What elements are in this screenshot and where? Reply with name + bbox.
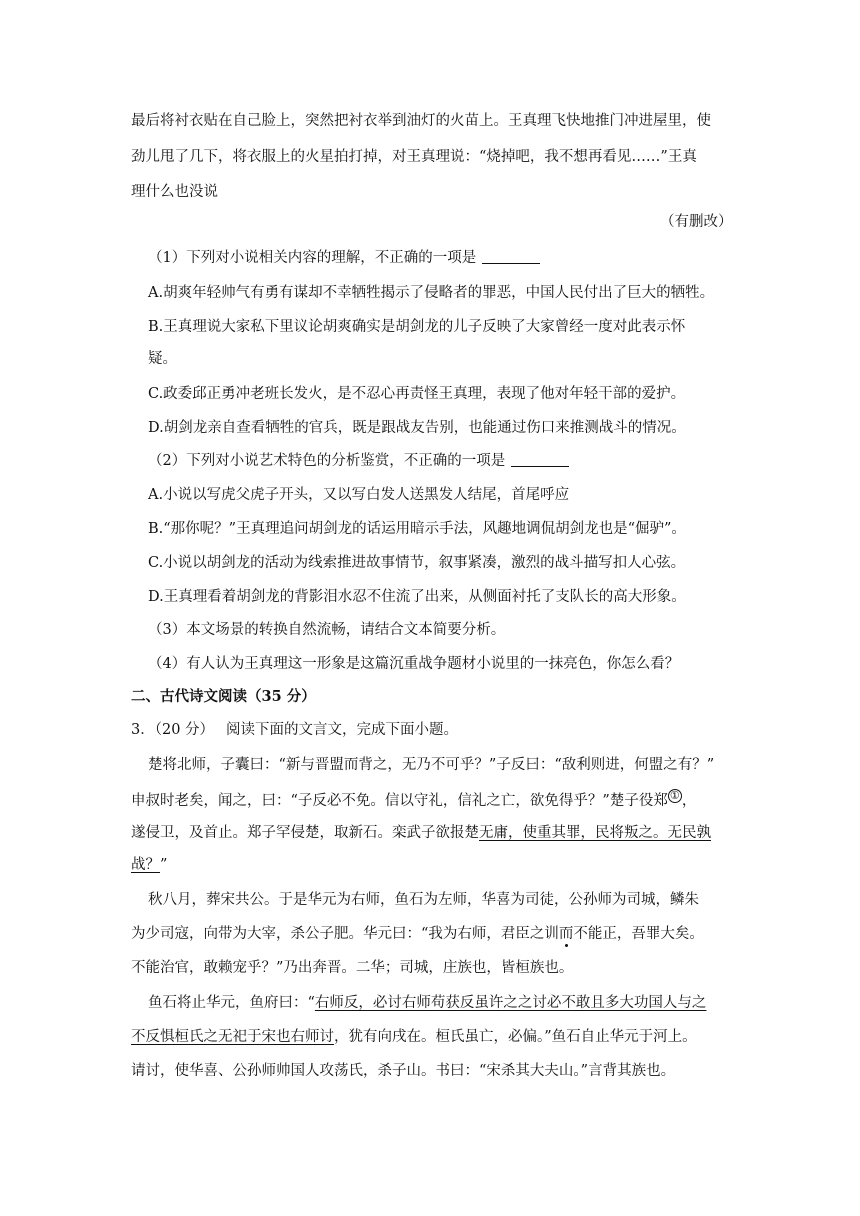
section-heading: 二、古代诗文阅读（35 分） — [131, 688, 316, 705]
underlined-passage-2a: 右师反，必讨右师苟获反虽许之之讨必不敢且多大功国人与之 — [314, 995, 707, 1011]
question-2-option-b: B.“那你呢？”王真理追问胡剑龙的话运用暗示手法，风趣地调侃胡剑龙也是“倔驴”。 — [148, 521, 686, 537]
passage-line-3: 理什么也没说 — [131, 184, 218, 200]
reading-instruction: 阅读下面的文言文，完成下面小题。 — [226, 722, 459, 738]
emphasis-dotted-char: 而 — [558, 926, 574, 942]
reading-intro — [131, 720, 731, 740]
underlined-passage-2b: 不反惧桓氏之无祀于宋也右师讨 — [131, 1029, 334, 1045]
classical-p1-line-2-end: ， — [681, 793, 697, 809]
question-1-option-b: B.王真理说大家私下里议论胡爽确实是胡剑龙的儿子反映了大家曾经一度对此表示怀 — [148, 319, 686, 335]
classical-p1-line-3-text: 遂侵卫，及首止。郑子罕侵楚，取新石。栾武子欲报楚 — [131, 825, 479, 841]
question-2-option-a: A.小说以写虎父虎子开头，又以写白发人送黑发人结尾，首尾呼应 — [148, 487, 570, 503]
footnote-marker: ① — [668, 789, 682, 803]
classical-p1-line-3 — [131, 823, 731, 843]
question-2-option-d: D.王真理看着胡剑龙的背影泪水忍不住流了出来，从侧面衬托了支队长的高大形象。 — [148, 589, 686, 605]
classical-p2-line-1: 秋八月，葬宋共公。于是华元为右师，鱼石为左师，华喜为司徒，公孙师为司城，鳞朱 — [148, 892, 699, 908]
question-number: 3．（20 分） — [131, 722, 215, 738]
classical-p3-line-3: 请讨，使华喜、公孙师帅国人攻荡氏，杀子山。书曰：“宋杀其大夫山。”言背其族也。 — [131, 1063, 676, 1079]
classical-p1-line-4-end: ” — [160, 857, 168, 873]
classical-p2-line-3: 不能治官，敢赖宠乎？”乃出奔晋。二华；司城，庄族也，皆桓族也。 — [131, 960, 574, 976]
classical-p3-line-1-text: 鱼石将止华元，鱼府曰：“ — [148, 995, 315, 1011]
underlined-passage-1b: 战？ — [131, 857, 160, 873]
answer-blank-2 — [511, 452, 569, 467]
classical-p1-line-1: 楚将北师，子囊曰：“新与晋盟而背之，无乃不可乎？”子反曰：“敌利则进，何盟之有？” — [148, 757, 715, 773]
question-2-stem — [148, 451, 748, 471]
question-1-option-d: D.胡剑龙亲自查看牺牲的官兵，既是跟战友告别，也能通过伤口来推测战斗的情况。 — [148, 420, 686, 436]
classical-p2-line-2 — [131, 924, 731, 944]
question-4: （4）有人认为王真理这一形象是这篇沉重战争题材小说里的一抹亮色，你怎么看？ — [148, 656, 680, 672]
underlined-passage-1a: 无庸，使重其罪，民将叛之。无民孰 — [479, 825, 711, 841]
question-1-option-a: A.胡爽年轻帅气有勇有谋却不幸牺牲揭示了侵略者的罪恶，中国人民付出了巨大的牺牲。 — [148, 285, 715, 301]
classical-p1-line-2 — [131, 789, 731, 811]
question-2-option-c: C.小说以胡剑龙的活动为线索推进故事情节，叙事紧凑，激烈的战斗描写扣人心弦。 — [148, 555, 686, 571]
question-2-stem-text: （2）下列对小说艺术特色的分析鉴赏，不正确的一项是 — [148, 453, 506, 469]
answer-blank-1 — [482, 249, 540, 264]
passage-line-1: 最后将衬衣贴在自己脸上，突然把衬衣举到油灯的火苗上。王真理飞快地推门冲进屋里，使 — [131, 113, 711, 129]
classical-p3-line-1 — [148, 993, 748, 1013]
classical-p1-line-2-text: 申叔时老矣，闻之，曰：“子反必不免。信以守礼，信礼之亡，欲免得乎？”楚子役郑 — [131, 793, 668, 809]
classical-p1-line-4 — [131, 855, 731, 875]
source-note: （有删改） — [660, 214, 733, 230]
question-1-option-c: C.政委邱正勇冲老班长发火，是不忍心再责怪王真理，表现了他对年轻干部的爱护。 — [148, 386, 686, 402]
question-1-stem-text: （1）下列对小说相关内容的理解，不正确的一项是 — [148, 250, 477, 266]
classical-p2-line-2-end: 不能正，吾罪大矣。 — [573, 926, 704, 942]
question-1-stem — [148, 248, 748, 268]
classical-p3-line-2 — [131, 1027, 731, 1047]
classical-p2-line-2-text: 为少司寇，向带为大宰，杀公子肥。华元曰：“我为右师，君臣之训 — [131, 926, 559, 942]
classical-p3-line-2-end: ，犹有向戌在。桓氏虽亡，必偏。”鱼石自止华元于河上。 — [334, 1029, 697, 1045]
question-3: （3）本文场景的转换自然流畅，请结合文本简要分析。 — [148, 622, 506, 638]
question-1-option-b-cont: 疑。 — [148, 351, 177, 367]
passage-line-2: 劲儿甩了几下，将衣服上的火星拍打掉，对王真理说：“烧掉吧，我不想再看见……”王真 — [131, 149, 697, 165]
